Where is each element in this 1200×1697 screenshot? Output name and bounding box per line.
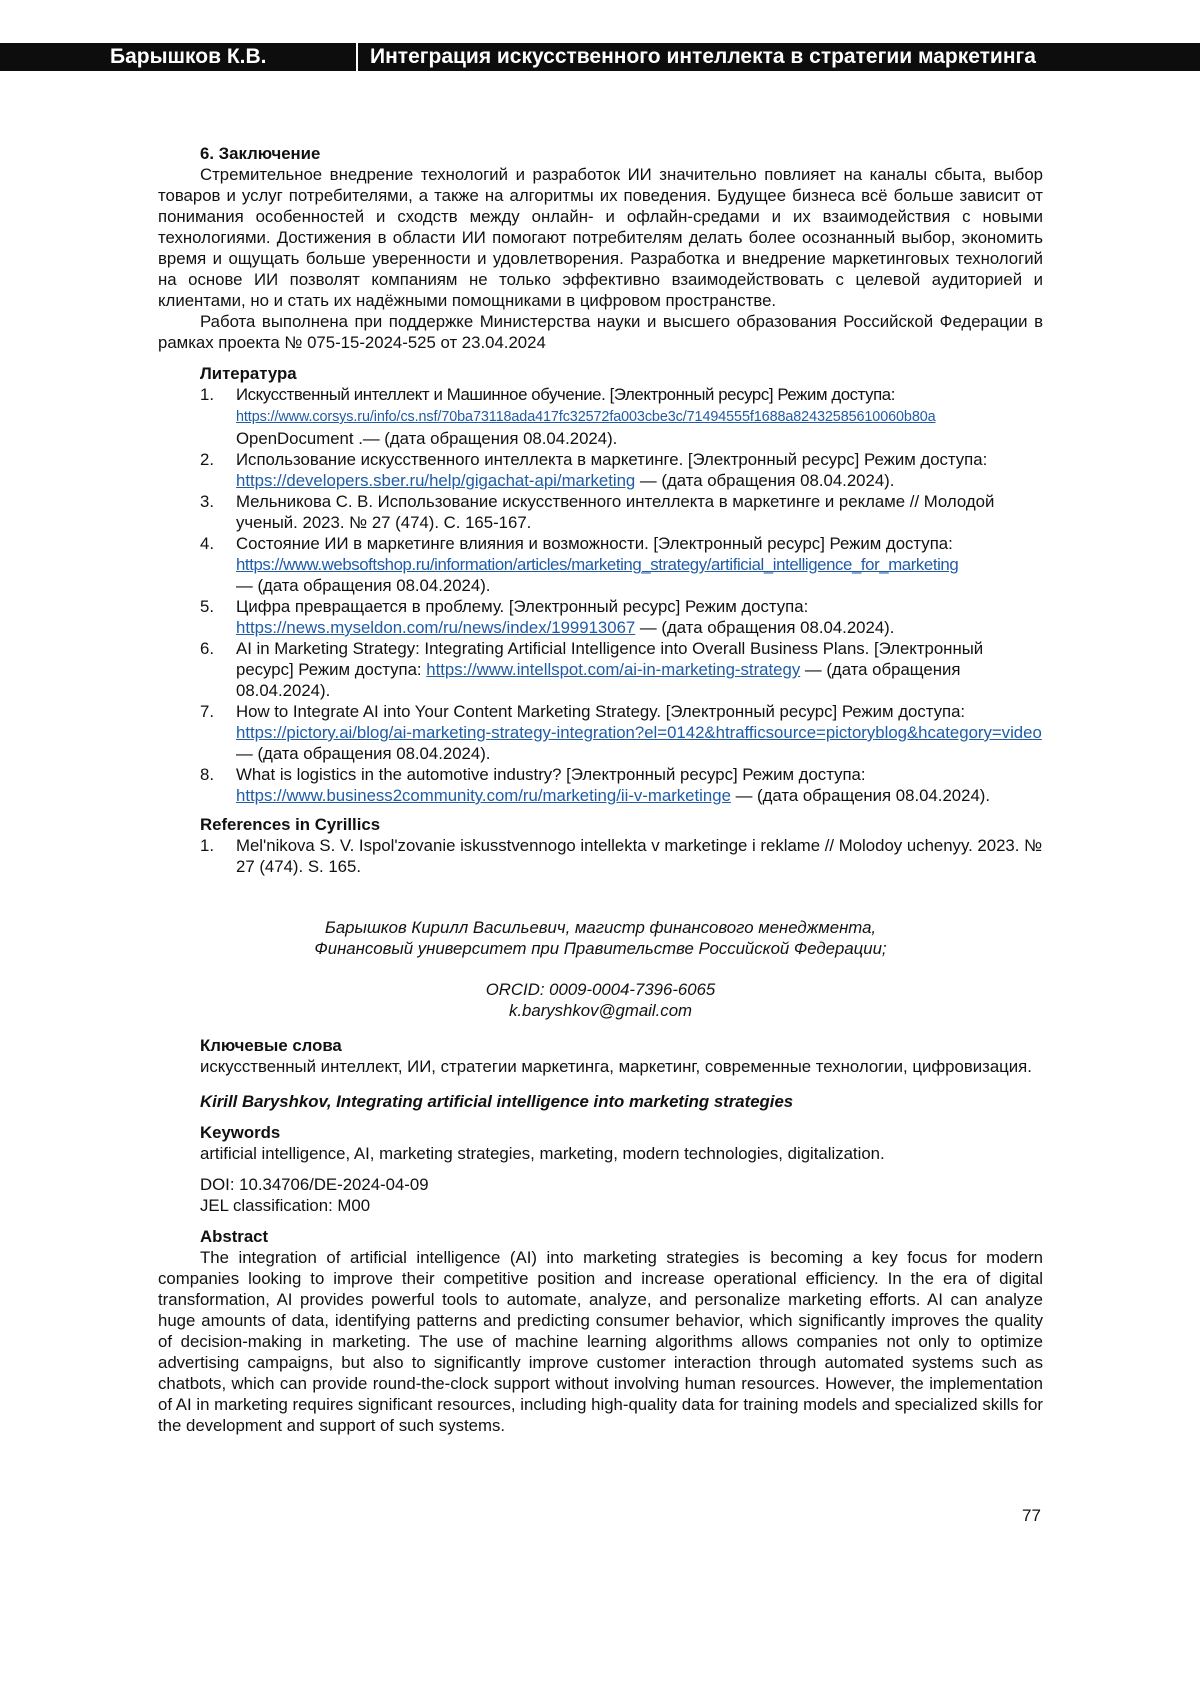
conclusion-paragraph-2: Работа выполнена при поддержке Министерства науки и высшего образования Российской Федерации в рамках проекта № 075-15-2024-525 от 23.04.2024 bbox=[158, 312, 1043, 352]
abstract-heading: Abstract bbox=[200, 1227, 269, 1246]
header-divider bbox=[356, 43, 358, 71]
keywords-en-text: artificial intelligence, AI, marketing strategies, marketing, modern technologies, digitalization. bbox=[200, 1144, 885, 1163]
header-title: Интеграция искусственного интеллекта в стратегии маркетинга bbox=[370, 45, 1036, 68]
english-title: Kirill Baryshkov, Integrating artificial intelligence into marketing strategies bbox=[200, 1092, 794, 1111]
reference-link[interactable]: https://www.websoftshop.ru/information/articles/marketing_strategy/artificial_intelligence_for_marketing bbox=[236, 555, 959, 574]
keywords-ru-heading: Ключевые слова bbox=[200, 1036, 342, 1055]
conclusion-heading: 6. Заключение bbox=[200, 144, 321, 163]
jel-classification: JEL classification: M00 bbox=[200, 1196, 371, 1215]
literature-heading: Литература bbox=[200, 364, 297, 383]
reference-link[interactable]: https://developers.sber.ru/help/gigachat-api/marketing bbox=[236, 471, 636, 490]
header-author: Барышков К.В. bbox=[110, 45, 267, 68]
running-header bbox=[0, 43, 1200, 71]
page-number: 77 bbox=[1022, 1506, 1041, 1525]
literature-item: 1. Искусственный интеллект и Машинное обучение. [Электронный ресурс] Режим доступа: https://www.corsys.ru/info/cs.nsf/70ba73118ada417fc32572fa003cbe3c/71494555f1688a82432585610060b80a OpenDocument .— (дата обращения 08.04.2024). bbox=[200, 385, 936, 448]
references-cyrillic-heading: References in Cyrillics bbox=[200, 815, 381, 834]
reference-link[interactable]: https://www.business2community.com/ru/marketing/ii-v-marketinge bbox=[236, 786, 731, 805]
author-name-line: Барышков Кирилл Васильевич, магистр финансового менеджмента, bbox=[324, 918, 877, 937]
literature-item: 6. AI in Marketing Strategy: Integrating Artificial Intelligence into Overall Business Plans. [Электронный ресурс] Режим доступа: https://www.intellspot.com/ai-in-marketing-strategy — (дата обращения 08.04.2024). bbox=[200, 639, 984, 700]
author-affiliation bbox=[158, 917, 1043, 1021]
literature-item: 2. Использование искусственного интеллекта в маркетинге. [Электронный ресурс] Режим доступа: https://developers.sber.ru/help/gigachat-api/marketing — (дата обращения 08.04.2024). bbox=[200, 450, 988, 490]
author-orcid: ORCID: 0009-0004-7396-6065 bbox=[485, 980, 716, 999]
reference-item: 1. Mel'nikova S. V. Ispol'zovanie iskusstvennogo intellekta v marketinge i reklame // Molodoy uchenyy. 2023. № 27 (474). S. 165. bbox=[200, 836, 1043, 876]
abstract-text: The integration of artificial intelligence (AI) into marketing strategies is becoming a key focus for modern companies looking to improve their competitive position and increase operational efficiency. In the era of digital transformation, AI provides powerful tools to automate, analyze, and personalize marketing efforts. AI can analyze huge amounts of data, identifying patterns and predicting consumer behavior, which significantly improves the quality of decision-making in marketing. The use of machine learning algorithms allows companies not only to optimize advertising campaigns, but also to significantly improve customer interaction through automated systems such as chatbots, which can provide round-the-clock support without involving human resources. However, the implementation of AI in marketing requires significant resources, including high-quality data for training models and specialized skills for the development and support of such systems. bbox=[158, 1248, 1043, 1435]
reference-link[interactable]: https://www.intellspot.com/ai-in-marketing-strategy bbox=[426, 660, 801, 679]
author-university-line: Финансовый университет при Правительстве Российской Федерации; bbox=[314, 939, 887, 958]
reference-link[interactable]: https://pictory.ai/blog/ai-marketing-strategy-integration?el=0142&htrafficsource=pictoryblog&hcategory=video bbox=[236, 723, 1042, 742]
literature-list bbox=[158, 384, 1043, 806]
page-content bbox=[158, 143, 1043, 1436]
doi: DOI: 10.34706/DE-2024-04-09 bbox=[200, 1175, 429, 1194]
reference-link[interactable]: https://www.corsys.ru/info/cs.nsf/70ba73118ada417fc32572fa003cbe3c/71494555f1688a82432585610060b80a bbox=[236, 409, 936, 425]
keywords-ru-text: искусственный интеллект, ИИ, стратегии маркетинга, маркетинг, современные технологии, цифровизация. bbox=[200, 1057, 1032, 1076]
references-cyrillic-list bbox=[158, 835, 1043, 877]
literature-item: 8. What is logistics in the automotive industry? [Электронный ресурс] Режим доступа: https://www.business2community.com/ru/marketing/ii-v-marketinge — (дата обращения 08.04.2024). bbox=[200, 765, 991, 805]
literature-item: 4. Состояние ИИ в маркетинге влияния и возможности. [Электронный ресурс] Режим доступа: https://www.websoftshop.ru/information/articles/marketing_strategy/artificial_intelligence_for_marketing — (дата обращения 08.04.2024). bbox=[200, 534, 959, 595]
author-email[interactable]: k.baryshkov@gmail.com bbox=[508, 1001, 693, 1020]
conclusion-paragraph-1: Стремительное внедрение технологий и разработок ИИ значительно повлияет на каналы сбыта, выбор товаров и услуг потребителями, а также на алгоритмы их поведения. Будущее бизнеса всё больше зависит от понимания особенностей и сходств между онлайн- и офлайн-средами и их взаимодействия с новыми технологиями. Достижения в области ИИ помогают потребителям делать более осознанный выбор, экономить время и ощущать больше уверенности и удовлетворения. Разработка и внедрение маркетинговых технологий на основе ИИ позволят компаниям не только эффективно взаимодействовать с целевой аудиторией и клиентами, но и стать их надёжными помощниками в цифровом пространстве. bbox=[158, 165, 1043, 310]
keywords-en-heading: Keywords bbox=[200, 1123, 281, 1142]
literature-item: 3. Мельникова С. В. Использование искусственного интеллекта в маркетинге и рекламе // Молодой ученый. 2023. № 27 (474). С. 165-167. bbox=[200, 492, 995, 532]
reference-link[interactable]: https://news.myseldon.com/ru/news/index/199913067 bbox=[236, 618, 636, 637]
literature-item: 5. Цифра превращается в проблему. [Электронный ресурс] Режим доступа: https://news.myseldon.com/ru/news/index/199913067 — (дата обращения 08.04.2024). bbox=[200, 597, 895, 637]
literature-item: 7. How to Integrate AI into Your Content Marketing Strategy. [Электронный ресурс] Режим доступа: https://pictory.ai/blog/ai-marketing-strategy-integration?el=0142&htrafficsource=pictoryblog&hcategory=video — (дата обращения 08.04.2024). bbox=[200, 702, 1042, 763]
